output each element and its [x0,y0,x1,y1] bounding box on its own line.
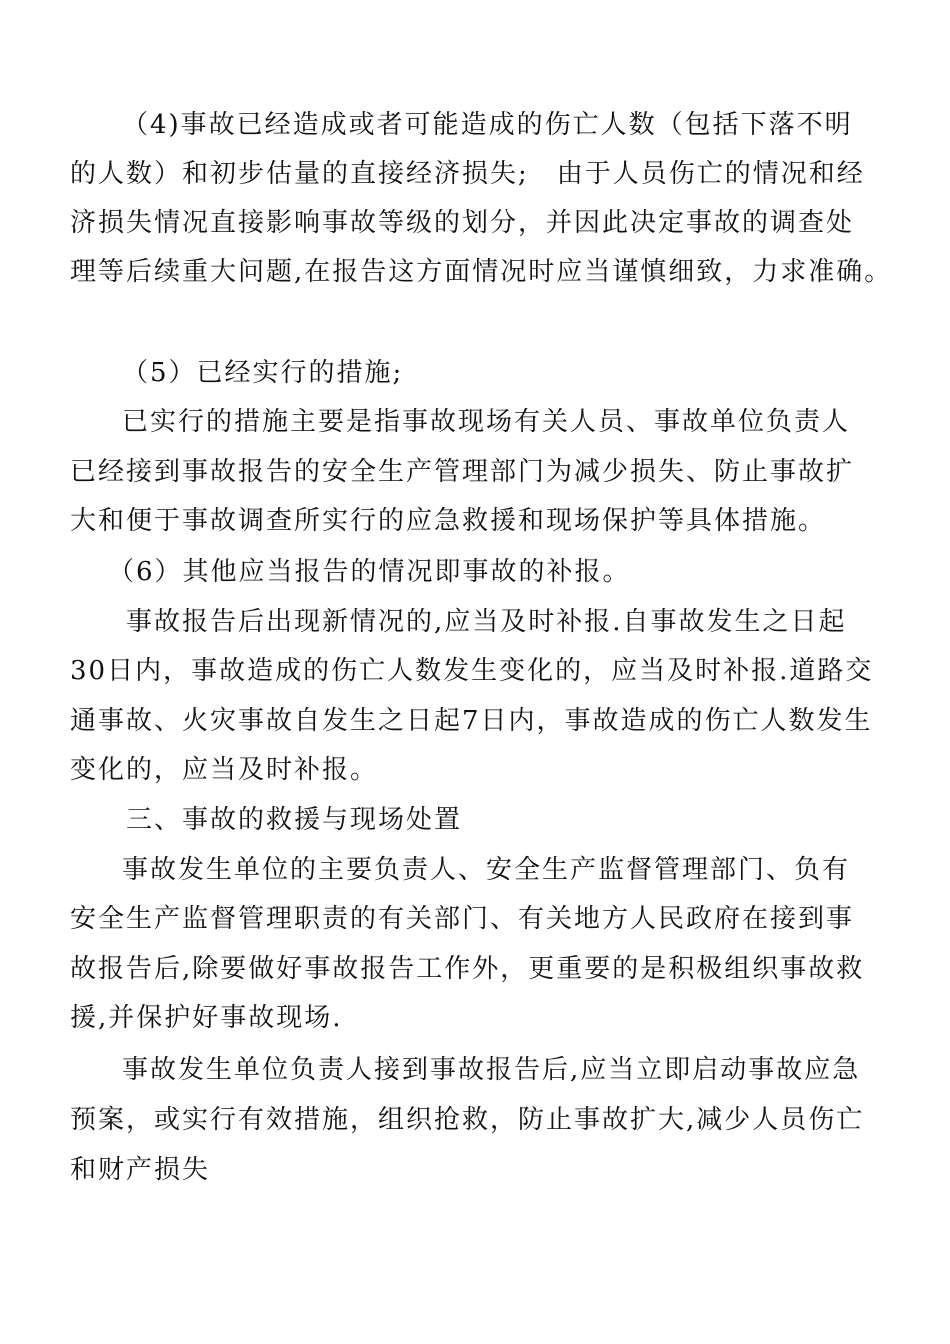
text-line-18: 援,并保护好事故现场. [70,1003,343,1033]
text-line-6: 已实行的措施主要是指事故现场有关人员、事故单位负责人 [122,407,851,437]
text-line-5: （5）已经实行的措施; [122,358,404,388]
text-line-8: 大和便于事故调查所实行的应急救援和现场保护等具体措施。 [70,506,827,536]
text-line-7: 已经接到事故报告的安全生产管理部门为减少损失、防止事故扩 [70,457,855,487]
text-line-12: 通事故、火灾事故自发生之日起7日内，事故造成的伤亡人数发生 [70,706,873,736]
section-heading: 三、事故的救援与现场处置 [126,805,463,835]
text-line-9: （6）其他应当报告的情况即事故的补报。 [108,557,631,587]
text-line-3: 济损失情况直接影响事故等级的划分，并因此决定事故的调查处 [70,208,855,238]
text-line-20: 预案，或实行有效措施，组织抢救，防止事故扩大,减少人员伤亡 [70,1105,865,1135]
text-line-21: 和财产损失 [70,1155,211,1185]
text-line-13: 变化的，应当及时补报。 [70,755,379,785]
text-line-15: 事故发生单位的主要负责人、安全生产监督管理部门、负有 [122,855,851,885]
text-line-1: （4)事故已经造成或者可能造成的伤亡人数（包括下落不明 [122,110,853,140]
text-line-19: 事故发生单位负责人接到事故报告后,应当立即启动事故应急 [122,1055,861,1085]
text-line-2: 的人数）和初步估量的直接经济损失; 由于人员伤亡的情况和经 [70,159,865,189]
text-line-16: 安全生产监督管理职责的有关部门、有关地方人民政府在接到事 [70,904,855,934]
text-line-4: 理等后续重大问题,在报告这方面情况时应当谨慎细致，力求准确。 [70,257,893,287]
text-line-17: 故报告后,除要做好事故报告工作外，更重要的是积极组织事故救 [70,954,865,984]
text-line-10: 事故报告后出现新情况的,应当及时补报.自事故发生之日起 [126,607,847,637]
text-line-11: 30日内，事故造成的伤亡人数发生变化的，应当及时补报.道路交 [70,656,874,686]
